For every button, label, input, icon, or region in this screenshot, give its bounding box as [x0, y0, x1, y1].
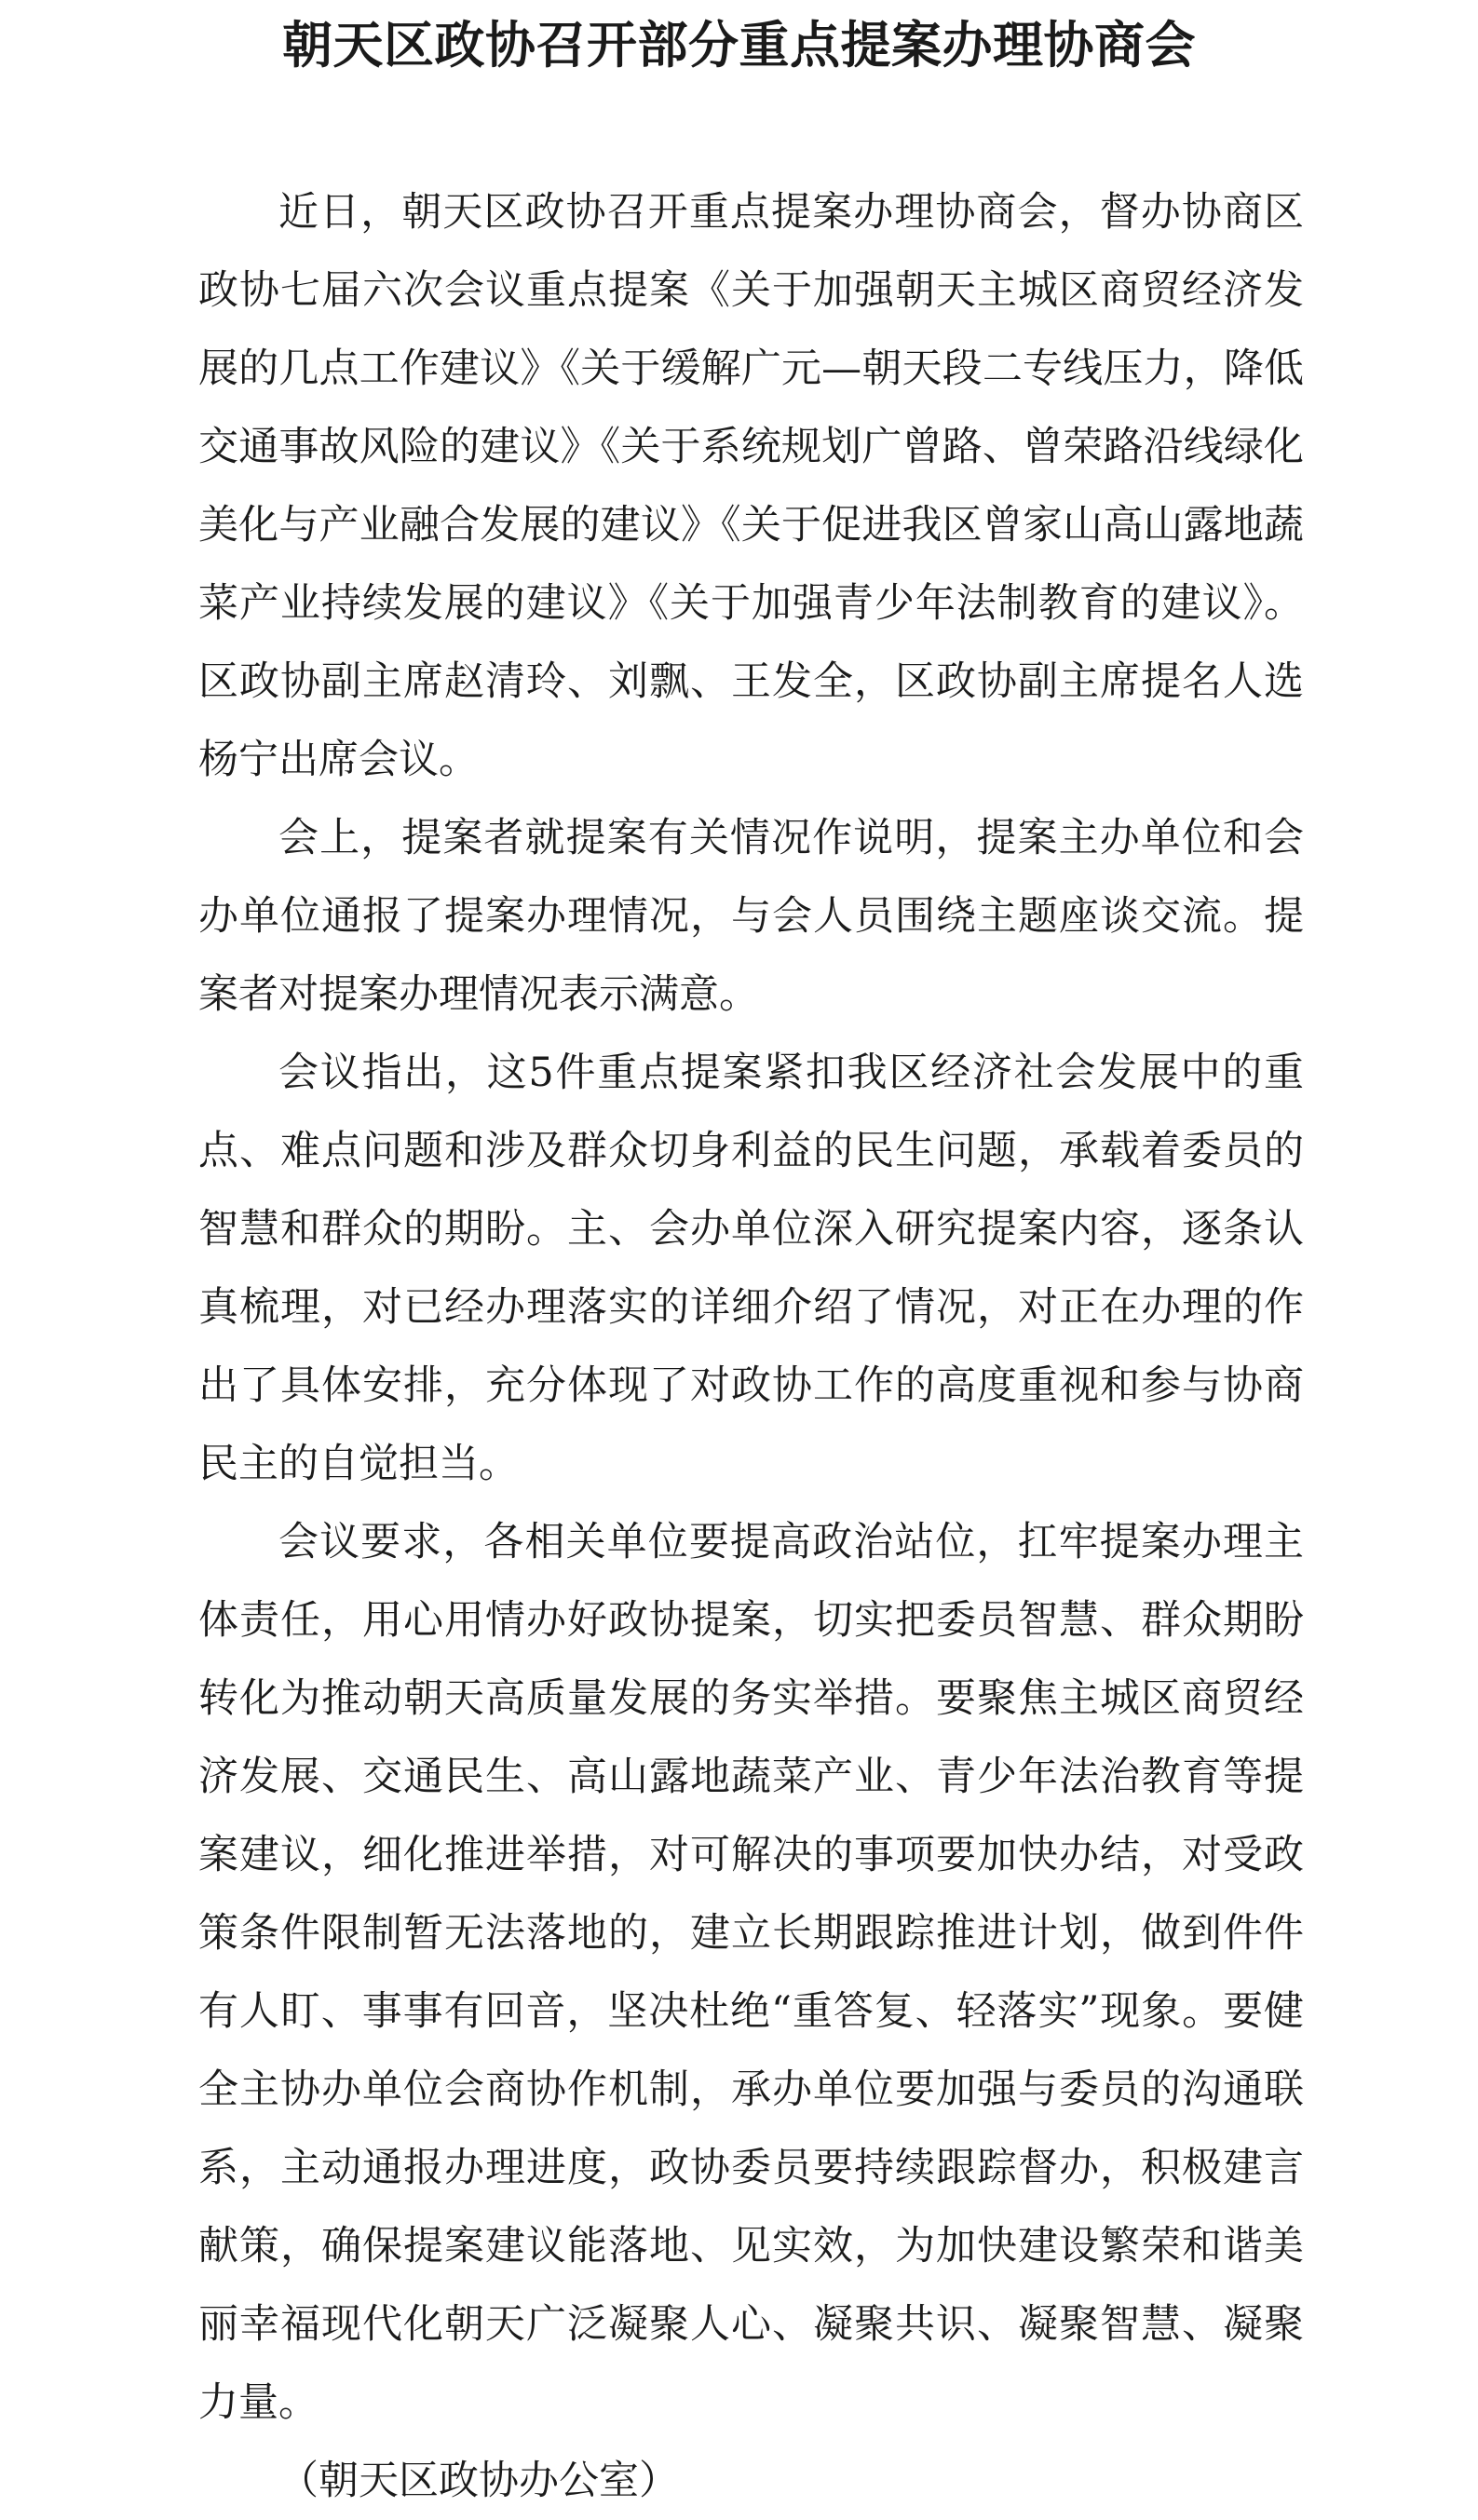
paragraph-requirements: 会议要求，各相关单位要提高政治站位，扛牢提案办理主体责任，用心用情办好政协提案，切实把委员智慧、群众期盼转化为推动朝天高质量发展的务实举措。要聚焦主城区商贸经济发展、交通民生、高山露地蔬菜产业、青少年法治教育等提案建议，细化推进举措，对可解决的事项要加快办结，对受政策条件限制暂无法落地的，建立长期跟踪推进计划，做到件件有人盯、事事有回音，坚决杜绝“重答复、轻落实”现象。要健全主协办单位会商协作机制，承办单位要加强与委员的沟通联系，主动通报办理进度，政协委员要持续跟踪督办，积极建言献策，确保提案建议能落地、见实效，为加快建设繁荣和谐美丽幸福现代化朝天广泛凝聚人心、凝聚共识、凝聚智慧、凝聚力量。 [198, 1519, 1304, 2426]
paragraph-intro: 近日，朝天区政协召开重点提案办理协商会，督办协商区政协七届六次会议重点提案《关于加强朝天主城区商贸经济发展的几点工作建议》《关于缓解广元—朝天段二专线压力，降低交通事故风险的建议》《关于系统规划广曾路、曾荣路沿线绿化美化与产业融合发展的建议》《关于促进我区曾家山高山露地蔬菜产业持续发展的建议》《关于加强青少年法制教育的建议》。区政协副主席赵清玲、刘飘、王发全，区政协副主席提名人选杨宁出席会议。 [198, 189, 1304, 783]
article-body [198, 173, 1304, 2520]
paragraph-points: 会议指出，这5件重点提案紧扣我区经济社会发展中的重点、难点问题和涉及群众切身利益的民生问题，承载着委员的智慧和群众的期盼。主、会办单位深入研究提案内容，逐条认真梳理，对已经办理落实的详细介绍了情况，对正在办理的作出了具体安排，充分体现了对政协工作的高度重视和参与协商民主的自觉担当。 [198, 1050, 1304, 1487]
article-source: （朝天区政协办公室） [278, 2458, 679, 2504]
article-title: 朝天区政协召开部分重点提案办理协商会 [282, 15, 1196, 75]
paragraph-meeting: 会上，提案者就提案有关情况作说明，提案主办单位和会办单位通报了提案办理情况，与会人员围绕主题座谈交流。提案者对提案办理情况表示满意。 [198, 815, 1304, 1018]
